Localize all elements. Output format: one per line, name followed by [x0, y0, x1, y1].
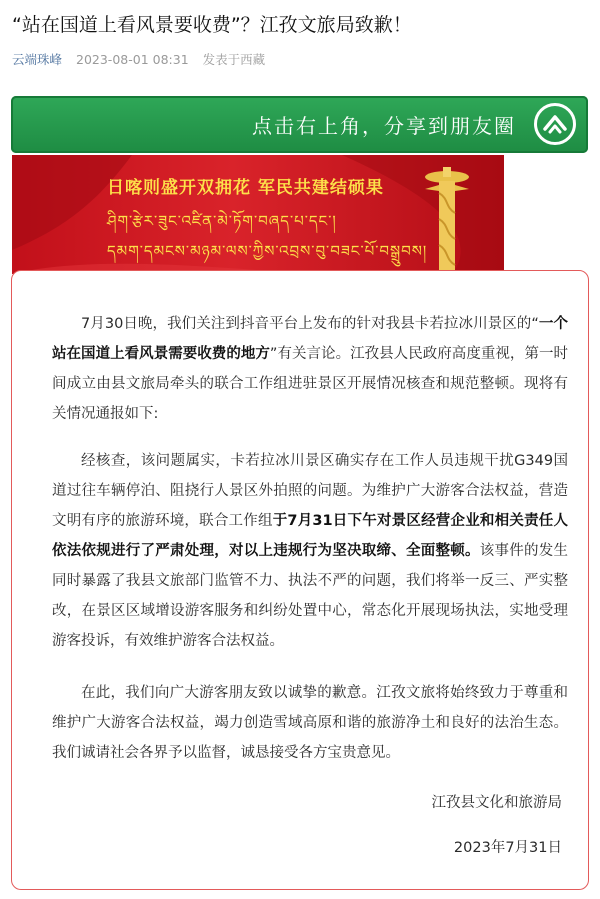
banner-slogan: 日喀则盛开双拥花 军民共建结硕果 [107, 178, 384, 198]
article-title: “站在国道上看风景要收费”？江孜文旅局致歉！ [12, 14, 412, 36]
notice-paragraph-3: 在此，我们向广大游客朋友致以诚挚的歉意。江孜文旅将始终致力于尊重和维护广大游客合法权益，竭力创造雪域高原和谐的旅游净土和良好的法治生态。我们诚请社会各界予以监督，诚恳接受各方宝贵意见。 [52, 685, 568, 761]
banner-tibetan-line-2: དམག་དམངས་མཉམ་ལས་ཀྱིས་འབྲས་བུ་བཟང་པོ་བསྒྲུབས། [107, 242, 428, 260]
publish-time: 2023-08-01 08:31 [76, 52, 189, 67]
highlight-text: 一个站在国道上看风景需要收费的地方 [52, 316, 568, 362]
header-banner-image [12, 155, 504, 274]
signature-date: 2023年7月31日 [453, 840, 562, 856]
share-banner[interactable] [11, 96, 588, 153]
publish-location: 发表于西藏 [202, 52, 266, 67]
author-link[interactable]: 云端珠峰 [12, 52, 63, 67]
banner-tibetan-line-1: ཤིག་རྩེར་ཟུང་འཛིན་མེ་ཏོག་བཞད་པ་དང་། [107, 212, 337, 230]
huabiao-pillar-icon [417, 163, 477, 274]
arrow-up-circle-icon [534, 103, 576, 145]
signature-organization: 江孜县文化和旅游局 [431, 795, 562, 811]
notice-paragraph-1: 7月30日晚，我们关注到抖音平台上发布的针对我县卡若拉冰川景区的“一个站在国道上看风景需要收费的地方”有关言论。江孜县人民政府高度重视，第一时间成立由县文旅局牵头的联合工作组进驻景区开展情况核查和规范整顿。现将有关情况通报如下: [52, 316, 568, 422]
share-banner-text: 点击右上角，分享到朋友圈 [252, 114, 516, 138]
article-meta [12, 50, 265, 68]
highlight-text: 于7月31日下午对景区经营企业和相关责任人依法依规进行了严肃处理，对以上违规行为坚决取缔、全面整顿。 [52, 513, 568, 559]
notice-paragraph-2: 经核查，该问题属实，卡若拉冰川景区确实存在工作人员违规干扰G349国道过往车辆停泊、阻挠行人景区外拍照的问题。为维护广大游客合法权益，营造文明有序的旅游环境，联合工作组于7月31日下午对景区经营企业和相关责任人依法依规进行了严肃处理，对以上违规行为坚决取缔、全面整顿。该事件的发生同时暴露了我县文旅部门监管不力、执法不严的问题，我们将举一反三、严实整改，在景区区域增设游客服务和纠纷处置中心，常态化开展现场执法，实地受理游客投诉，有效维护游客合法权益。 [52, 453, 568, 649]
